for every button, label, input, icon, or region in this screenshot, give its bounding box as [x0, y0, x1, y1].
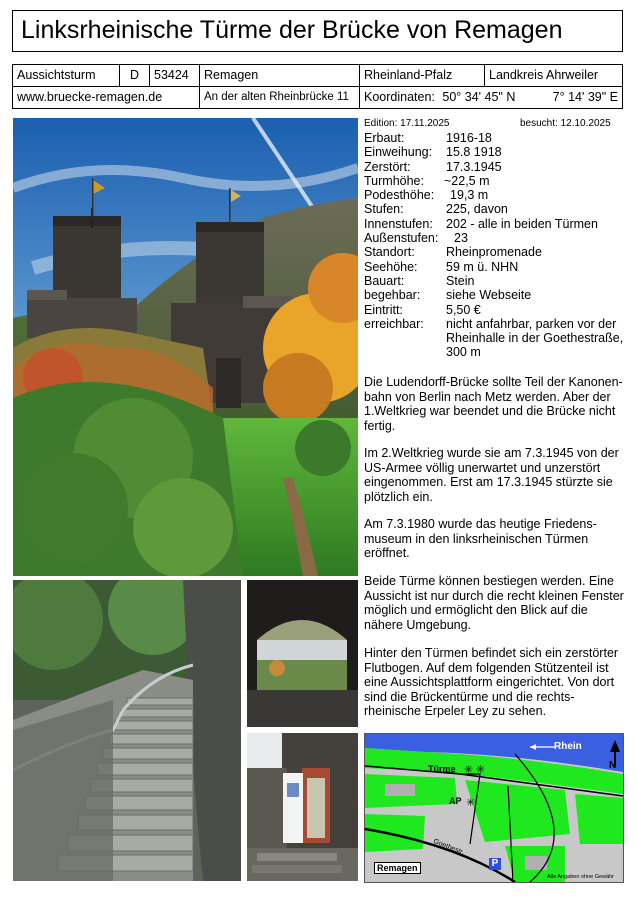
paragraph-history: Die Ludendorff-Brücke sollte Teil der Kanonen-bahn von Berlin nach Metz werden. Aber der 1.Weltkrieg war beendet und die Brücke nicht fertig. [364, 375, 623, 433]
type-cell: Aussichtsturm [12, 64, 120, 87]
fact-row: Zerstört: 17.3.1945 [364, 159, 502, 174]
location-map [364, 733, 624, 883]
paragraph-platform: Hinter den Türmen befindet sich ein zerstörter Flutbogen. Auf dem folgenden Stützenteil ist eine Aussichtsplattform eingerichtet. Von dort sind die Brückentürme und die rechts-rheinische Erpeler Ley zu sehen. [364, 646, 619, 718]
fact-row: Erbaut: 1916-18 [364, 131, 492, 145]
address-cell: An der alten Rheinbrücke 11 [199, 86, 360, 109]
fact-row-cont: 300 m [446, 345, 481, 360]
page-title: Linksrheinische Türme der Brücke von Remagen [21, 16, 563, 44]
title-box [12, 10, 623, 52]
zip-cell: 53424 [149, 64, 200, 87]
coordinates-label: Koordinaten: [364, 90, 435, 104]
svg-text:✳: ✳ [476, 763, 486, 776]
map-parking-icon: P [489, 858, 501, 870]
paragraph-climbing: Beide Türme können bestiegen werden. Eine Aussicht ist nur durch die recht kleinen Fenster möglich und ermöglicht den Blick auf die nähere Umgebung. [364, 574, 624, 632]
entrance-photo [247, 733, 358, 881]
city-cell: Remagen [199, 64, 360, 87]
towers-photo [13, 118, 358, 576]
map-river-label: Rhein [554, 741, 582, 752]
stairs-photo [13, 580, 241, 881]
coordinates-cell [359, 86, 623, 109]
window-view-photo [247, 580, 358, 727]
district-cell: Landkreis Ahrweiler [484, 64, 623, 87]
map-towers-label: Türme [428, 764, 456, 774]
visited-date: besucht: 12.10.2025 [520, 118, 611, 129]
map-viewpoint-label: AP [449, 796, 462, 806]
fact-row: erreichbar: nicht anfahrbar, parken vor der [364, 316, 617, 331]
map-town-label: Remagen [374, 862, 421, 874]
fact-row-cont: Rheinhalle in der Goethestraße, [446, 331, 624, 346]
paragraph-museum: Am 7.3.1980 wurde das heutige Friedens-museum in den linksrheinischen Türmen eröffnet. [364, 517, 597, 560]
edition-date: Edition: 17.11.2025 [364, 118, 450, 129]
map-street-label: Goethestr. [432, 838, 465, 857]
map-disclaimer: Alle Angaben ohne Gewähr [547, 874, 614, 880]
fact-row: Standort: Rheinpromenade [364, 245, 542, 260]
facts-list [364, 131, 632, 360]
state-cell: Rheinland-Pfalz [359, 64, 485, 87]
svg-text:✳: ✳ [464, 763, 474, 776]
fact-row: Podesthöhe: 19,3 m [364, 188, 489, 203]
fact-row: Einweihung: 15.8 1918 [364, 145, 502, 160]
fact-row: begehbar: siehe Webseite [364, 288, 532, 303]
longitude: 7° 14' 39" E [552, 90, 618, 104]
latitude: 50° 34' 45" N [442, 90, 516, 104]
fact-row: Innenstufen: 202 - alle in beiden Türmen [364, 216, 598, 231]
fact-row: Stufen: 225, davon [364, 202, 508, 217]
fact-row: Außenstufen: 23 [364, 231, 468, 246]
fact-row: Seehöhe: 59 m ü. NHN [364, 259, 519, 274]
paragraph-war: Im 2.Weltkrieg wurde sie am 7.3.1945 von der US-Armee völlig unerwartet und unzerstört eingenommen. Erst am 17.3.1945 stürzte sie plötzlich ein. [364, 446, 619, 504]
fact-row: Turmhöhe: ~22,5 m [364, 173, 490, 188]
svg-text:✳: ✳ [466, 796, 476, 809]
website-link[interactable]: www.bruecke-remagen.de [12, 86, 200, 109]
map-north-label: N [609, 760, 617, 771]
country-cell: D [119, 64, 150, 87]
fact-row: Eintritt: 5,50 € [364, 302, 481, 317]
fact-row: Bauart: Stein [364, 273, 475, 288]
